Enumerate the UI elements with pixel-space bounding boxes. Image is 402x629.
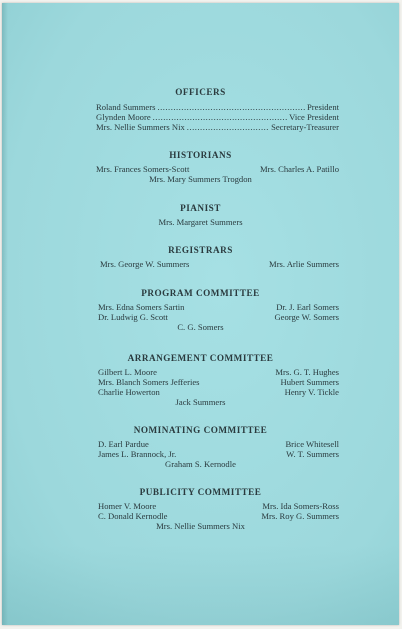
publicity-left-1: Homer V. Moore — [98, 501, 157, 511]
publicity-committee-heading: PUBLICITY COMMITTEE — [139, 487, 262, 497]
registrar-left: Mrs. George W. Summers — [100, 259, 190, 269]
arrangement-committee-heading: ARRANGEMENT COMMITTEE — [127, 353, 274, 363]
arrangement-right-3: Henry V. Tickle — [284, 387, 339, 397]
officer-name: Glynden Moore — [96, 112, 151, 122]
page-content — [2, 3, 399, 625]
officers-heading: OFFICERS — [175, 87, 226, 97]
nominating-right-2: W. T. Summers — [286, 449, 339, 459]
nominating-left-2: James L. Brannock, Jr. — [98, 449, 177, 459]
officer-title: President — [307, 102, 339, 112]
program-right-1: Dr. J. Earl Somers — [276, 302, 339, 312]
officer-row-president — [96, 102, 339, 112]
officer-name: Roland Summers — [96, 102, 156, 112]
arrangement-left-2: Mrs. Blanch Somers Jefferies — [98, 377, 200, 387]
officer-row-vice-president — [96, 112, 339, 122]
leader-dots — [157, 102, 305, 112]
program-page — [2, 3, 399, 625]
program-center: C. G. Somers — [177, 322, 224, 332]
pianist-heading: PIANIST — [180, 203, 221, 213]
program-right-2: George W. Somers — [274, 312, 339, 322]
officer-title: Vice President — [289, 112, 339, 122]
historian-left: Mrs. Frances Somers-Scott — [96, 164, 190, 174]
publicity-right-1: Mrs. Ida Somers-Ross — [262, 501, 339, 511]
pianist-name: Mrs. Margaret Summers — [158, 217, 243, 227]
nominating-right-1: Brice Whitesell — [285, 439, 339, 449]
publicity-left-2: C. Donald Kernodle — [98, 511, 168, 521]
leader-dots — [153, 112, 288, 122]
historians-heading: HISTORIANS — [169, 150, 232, 160]
registrar-right: Mrs. Arlie Summers — [269, 259, 339, 269]
arrangement-left-3: Charlie Howerton — [98, 387, 160, 397]
nominating-left-1: D. Earl Pardue — [98, 439, 149, 449]
registrars-heading: REGISTRARS — [168, 245, 233, 255]
officer-row-secretary-treasurer — [96, 122, 339, 132]
arrangement-left-1: Gilbert L. Moore — [98, 367, 157, 377]
program-left-2: Dr. Ludwig G. Scott — [98, 312, 168, 322]
program-committee-heading: PROGRAM COMMITTEE — [141, 288, 260, 298]
historian-center: Mrs. Mary Summers Trogdon — [149, 174, 252, 184]
leader-dots — [187, 122, 269, 132]
arrangement-right-1: Mrs. G. T. Hughes — [275, 367, 339, 377]
publicity-center: Mrs. Nellie Summers Nix — [156, 521, 245, 531]
publicity-right-2: Mrs. Roy G. Summers — [261, 511, 339, 521]
program-left-1: Mrs. Edna Somers Sartin — [98, 302, 185, 312]
nominating-center: Graham S. Kernodle — [165, 459, 236, 469]
nominating-committee-heading: NOMINATING COMMITTEE — [133, 425, 268, 435]
historian-right: Mrs. Charles A. Patillo — [259, 164, 339, 174]
officer-name: Mrs. Nellie Summers Nix — [96, 122, 185, 132]
arrangement-center: Jack Summers — [175, 397, 226, 407]
officer-title: Secretary-Treasurer — [271, 122, 339, 132]
arrangement-right-2: Hubert Summers — [280, 377, 339, 387]
